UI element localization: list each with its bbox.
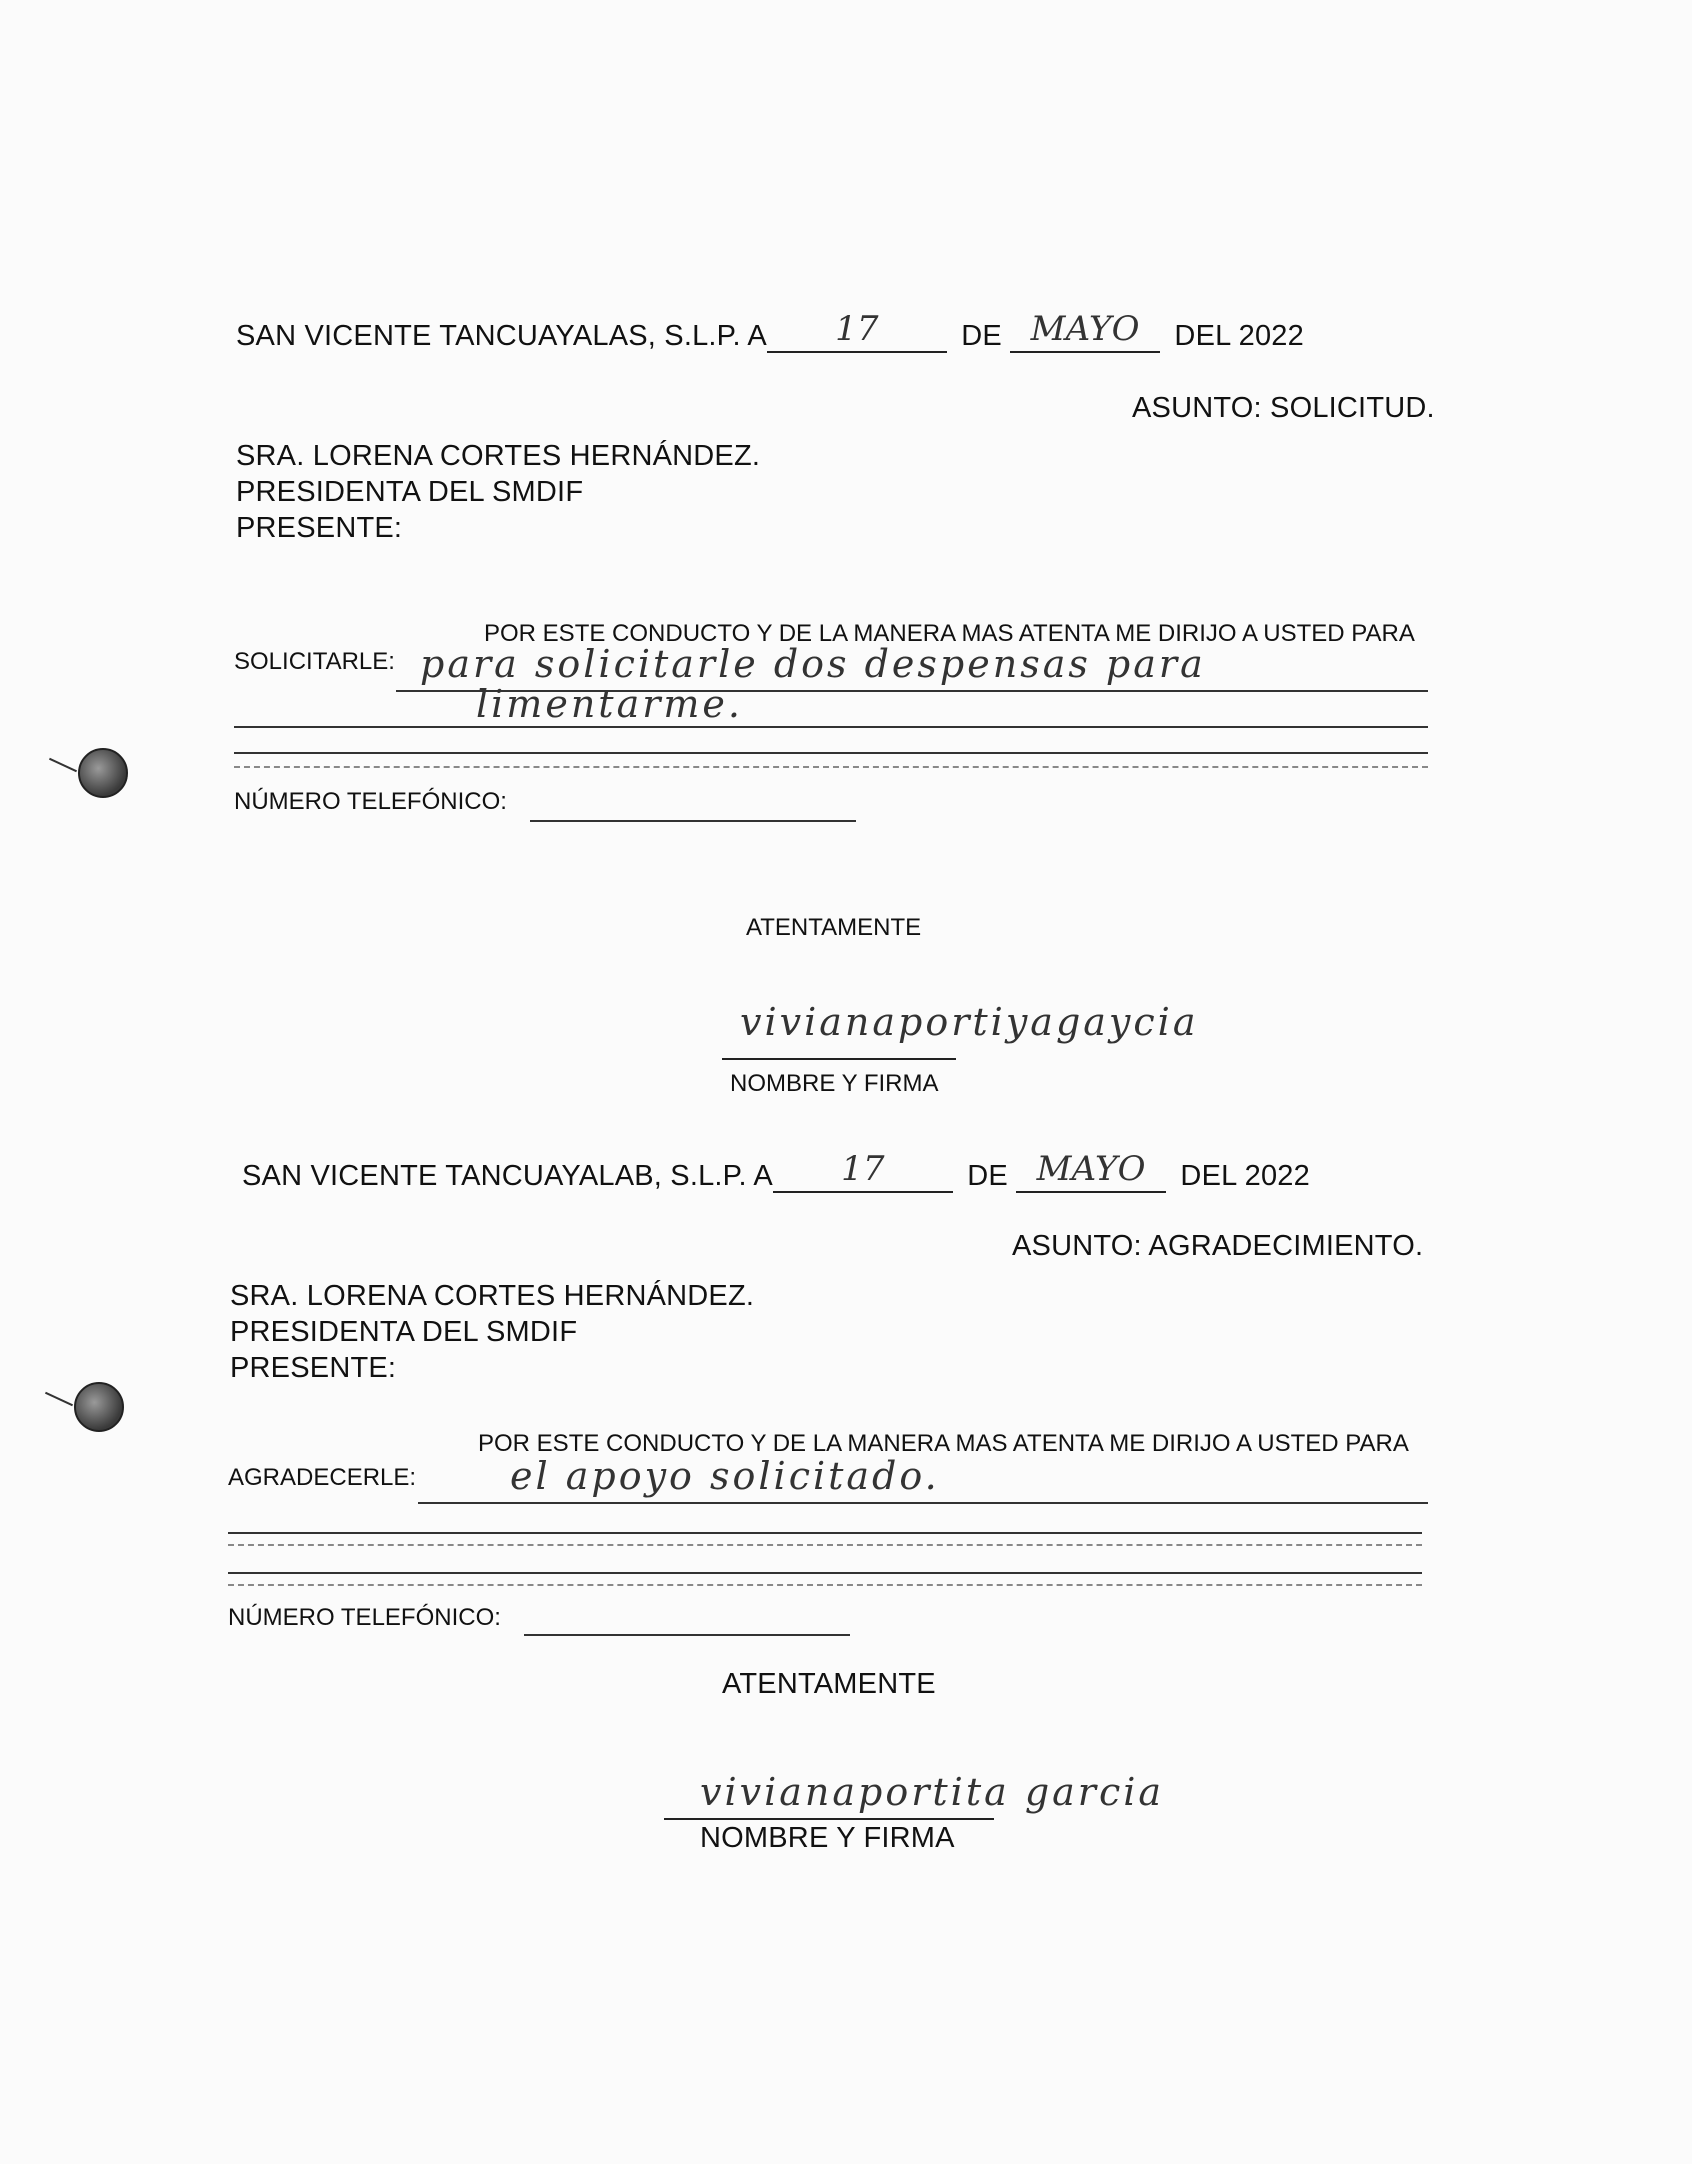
day-field — [767, 309, 947, 353]
signature: vivianaportiyagaycia — [740, 1000, 1199, 1044]
field-handwriting-1: para solicitarle dos despensas para — [420, 642, 1206, 686]
addressee-name: SRA. LORENA CORTES HERNÁNDEZ. — [236, 440, 761, 472]
month-field — [1010, 309, 1160, 353]
field-rule — [418, 1502, 1428, 1504]
place-prefix: SAN VICENTE TANCUAYALAB, S.L.P. A — [242, 1160, 773, 1192]
year-label: DEL 2022 — [1174, 320, 1304, 352]
de-label: DE — [967, 1160, 1008, 1192]
addressee-present: PRESENTE: — [230, 1352, 397, 1384]
closing: ATENTAMENTE — [722, 1668, 936, 1700]
closing: ATENTAMENTE — [746, 914, 922, 941]
month-value: MAYO — [1036, 1149, 1146, 1189]
signature-line — [664, 1818, 994, 1820]
place-prefix: SAN VICENTE TANCUAYALAS, S.L.P. A — [236, 320, 767, 352]
field-rule — [228, 1532, 1422, 1534]
phone-label: NÚMERO TELEFÓNICO: — [234, 788, 507, 815]
field-rule — [228, 1584, 1422, 1586]
sign-label: NOMBRE Y FIRMA — [730, 1070, 939, 1097]
sign-label: NOMBRE Y FIRMA — [700, 1822, 955, 1854]
year-label: DEL 2022 — [1180, 1160, 1310, 1192]
date-line — [242, 1149, 1310, 1193]
addressee-title: PRESIDENTA DEL SMDIF — [230, 1316, 578, 1348]
field-label: AGRADECERLE: — [228, 1464, 417, 1491]
addressee-present: PRESENTE: — [236, 512, 403, 544]
addressee-title: PRESIDENTA DEL SMDIF — [236, 476, 584, 508]
punch-hole-icon — [78, 748, 128, 798]
phone-label: NÚMERO TELEFÓNICO: — [228, 1604, 501, 1631]
field-rule — [234, 752, 1428, 754]
day-value: 17 — [841, 1149, 885, 1189]
punch-hole-tail — [45, 1392, 73, 1406]
addressee-name: SRA. LORENA CORTES HERNÁNDEZ. — [230, 1280, 755, 1312]
field-rule — [234, 766, 1428, 768]
field-handwriting-2: limentarme. — [476, 682, 743, 726]
intro-text: POR ESTE CONDUCTO Y DE LA MANERA MAS ATENTA ME DIRIJO A USTED PARA — [484, 620, 1415, 647]
field-rule — [234, 726, 1428, 728]
asunto: ASUNTO: SOLICITUD. — [1132, 392, 1435, 424]
field-handwriting-1: el apoyo solicitado. — [510, 1454, 940, 1498]
day-field — [773, 1149, 953, 1193]
signature: vivianaportita garcia — [700, 1770, 1165, 1814]
punch-hole-icon — [74, 1382, 124, 1432]
phone-rule — [524, 1634, 850, 1636]
signature-line — [722, 1058, 956, 1060]
date-line — [236, 309, 1304, 353]
month-value: MAYO — [1030, 309, 1140, 349]
intro-text: POR ESTE CONDUCTO Y DE LA MANERA MAS ATENTA ME DIRIJO A USTED PARA — [478, 1430, 1409, 1457]
punch-hole-tail — [49, 758, 77, 772]
field-rule — [228, 1544, 1422, 1546]
field-label: SOLICITARLE: — [234, 648, 395, 675]
asunto: ASUNTO: AGRADECIMIENTO. — [1012, 1230, 1424, 1262]
phone-rule — [530, 820, 856, 822]
day-value: 17 — [835, 309, 879, 349]
month-field — [1016, 1149, 1166, 1193]
de-label: DE — [961, 320, 1002, 352]
field-rule — [228, 1572, 1422, 1574]
